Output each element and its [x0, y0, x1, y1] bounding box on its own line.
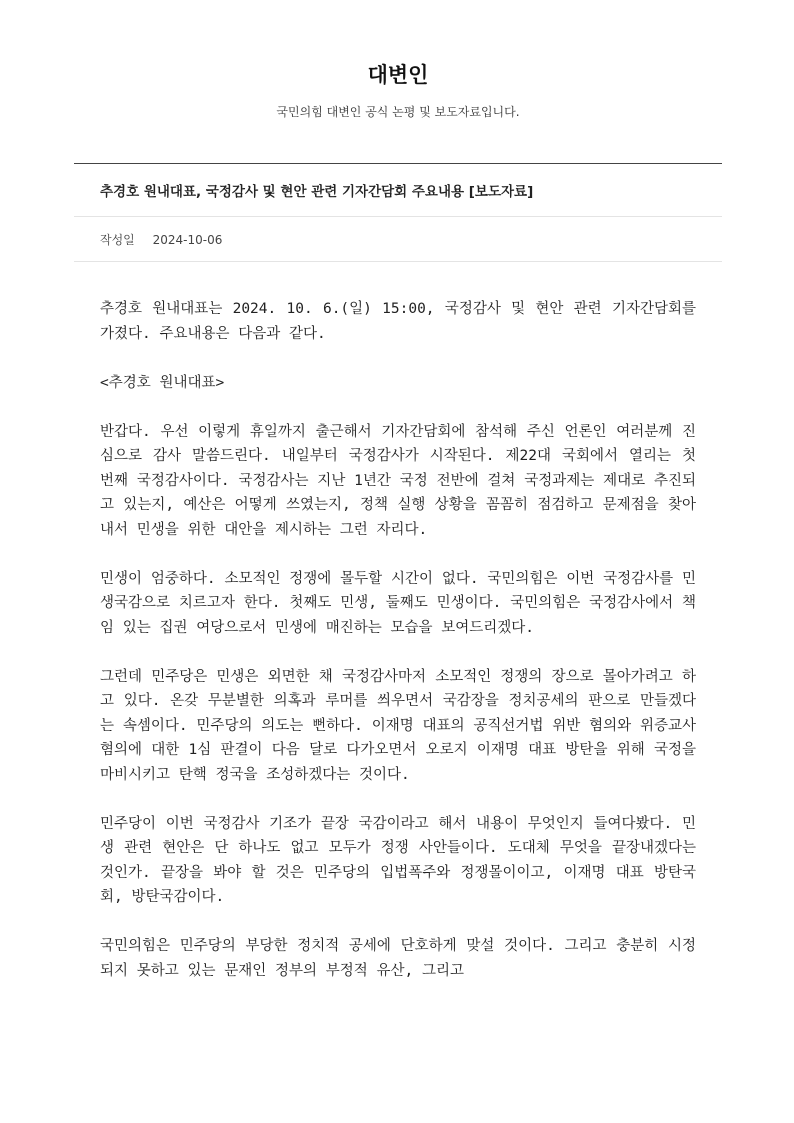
- paragraph-1: 추경호 원내대표는 2024. 10. 6.(일) 15:00, 국정감사 및 현안 관련 기자간담회를 가졌다. 주요내용은 다음과 같다.: [100, 301, 696, 342]
- paragraph-2: <추경호 원내대표>: [100, 374, 225, 391]
- paragraph-3: 반갑다. 우선 이렇게 휴일까지 출근해서 기자간담회에 참석해 주신 언론인 여러분께 진심으로 감사 말씀드린다. 내일부터 국정감사가 시작된다. 제22대 국회에서 열리는 첫 번째 국정감사이다. 국정감사는 지난 1년간 국정 전반에 걸쳐 국정과제는 제대로 추진되고 있는지, 예산은 어떻게 쓰였는지, 정책 실행 상황을 꼼꼼히 점검하고 문제점을 찾아내서 민생을 위한 대안을 제시하는 그런 자리다.: [100, 423, 696, 538]
- paragraph-6: 민주당이 이번 국정감사 기조가 끝장 국감이라고 해서 내용이 무엇인지 들여다봤다. 민생 관련 현안은 단 하나도 없고 모두가 정쟁 사안들이다. 도대체 무엇을 끝장내겠다는 것인가. 끝장을 봐야 할 것은 민주당의 입법폭주와 정쟁몰이이고, 이재명 대표 방탄국회, 방탄국감이다.: [100, 815, 696, 905]
- meta-divider: [74, 261, 722, 262]
- date-label: 작성일: [100, 233, 135, 247]
- site-title: 대변인: [367, 63, 429, 87]
- paragraph-5: 그런데 민주당은 민생은 외면한 채 국정감사마저 소모적인 정쟁의 장으로 몰아가려고 하고 있다. 온갖 무분별한 의혹과 루머를 씌우면서 국감장을 정치공세의 판으로 만들겠다는 속셈이다. 민주당의 의도는 뻔하다. 이재명 대표의 공직선거법 위반 혐의와 위증교사 혐의에 대한 1심 판결이 다음 달로 다가오면서 오로지 이재명 대표 방탄을 위해 국정을 마비시키고 탄핵 정국을 조성하겠다는 것이다.: [100, 668, 696, 783]
- article-body: [100, 297, 696, 1008]
- site-subtitle: 국민의힘 대변인 공식 논평 및 보도자료입니다.: [276, 105, 520, 119]
- post-title: 추경호 원내대표, 국정감사 및 현안 관련 기자간담회 주요내용 [보도자료]: [100, 184, 534, 200]
- post-date: 2024-10-06: [152, 233, 223, 247]
- header-divider: [74, 163, 722, 164]
- paragraph-7: 국민의힘은 민주당의 부당한 정치적 공세에 단호하게 맞설 것이다. 그리고 충분히 시정되지 못하고 있는 문재인 정부의 부정적 유산, 그리고: [100, 938, 696, 979]
- paragraph-4: 민생이 엄중하다. 소모적인 정쟁에 몰두할 시간이 없다. 국민의힘은 이번 국정감사를 민생국감으로 치르고자 한다. 첫째도 민생, 둘째도 민생이다. 국민의힘은 국정감사에서 책임 있는 집권 여당으로서 민생에 매진하는 모습을 보여드리겠다.: [100, 570, 696, 636]
- post-meta: [100, 231, 222, 249]
- title-divider: [74, 216, 722, 217]
